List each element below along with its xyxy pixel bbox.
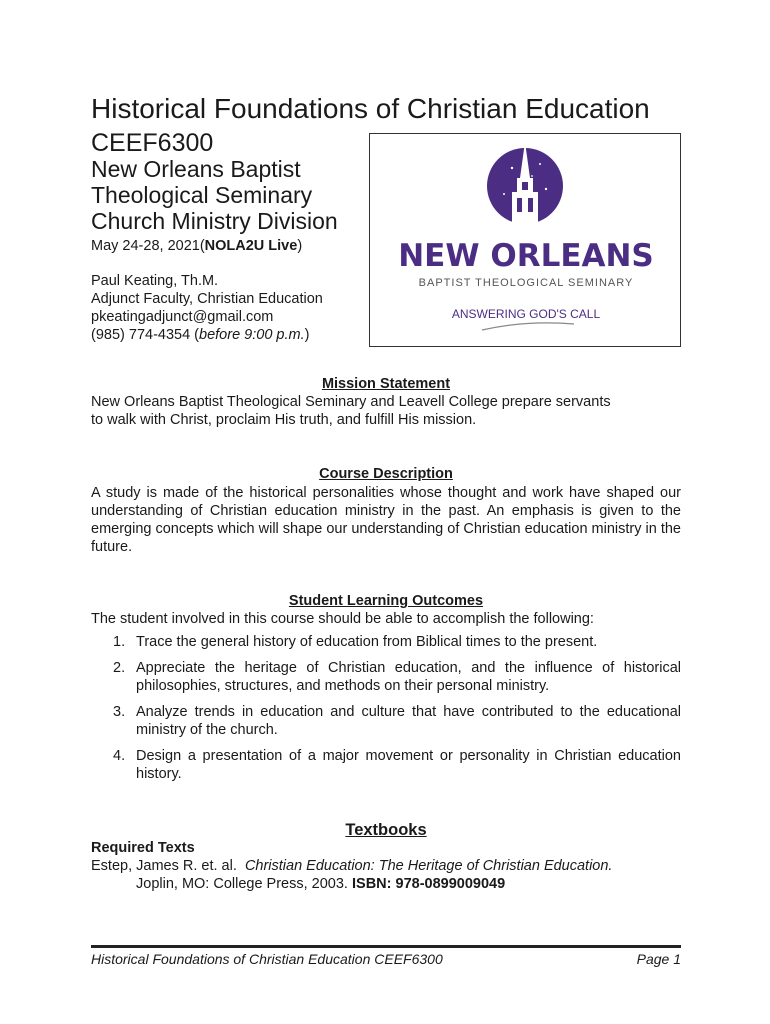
footer-course-title: Historical Foundations of Christian Education CEEF6300 <box>91 951 443 967</box>
textbook-title: Christian Education: The Heritage of Christian Education. <box>244 858 613 874</box>
instructor-phone: (985) 774-4354 (before 9:00 p.m.) <box>91 327 310 343</box>
textbooks-heading: Textbooks <box>345 821 427 839</box>
textbook-publication: Joplin, MO: College Press, 2003. ISBN: 978-0899009049 <box>136 876 506 892</box>
mission-text: New Orleans Baptist Theological Seminary and Leavell College prepare servants to walk with Christ, proclaim His truth, and fulfill His mission. <box>91 394 611 428</box>
course-code: CEEF6300 <box>91 129 214 157</box>
logo-graphic <box>370 134 682 348</box>
outcomes-list <box>91 633 681 791</box>
course-description-text: A study is made of the historical personalities whose thought and work have shaped our understanding of Christian education ministry in the past. An emphasis is given to the emerging concepts which will shape our understanding of Christian education ministry in the future. <box>91 485 681 555</box>
institution-block <box>91 156 338 234</box>
course-description-heading: Course Description <box>319 466 453 482</box>
course-format: NOLA2U Live <box>204 238 298 254</box>
required-texts-label: Required Texts <box>91 840 195 856</box>
logo-swoosh <box>482 323 574 330</box>
institution-line: Theological Seminary <box>91 182 313 208</box>
instructor-name: Paul Keating, Th.M. <box>91 273 219 289</box>
document-title: Historical Foundations of Christian Education <box>91 93 650 124</box>
mission-heading: Mission Statement <box>321 376 451 392</box>
page-number: Page 1 <box>636 951 681 967</box>
instructor-contact <box>91 272 323 344</box>
logo-subtitle: BAPTIST THEOLOGICAL SEMINARY <box>418 277 634 289</box>
logo-name: NEW ORLEANS <box>398 238 654 274</box>
list-item: 3. Analyze trends in education and culture that have contributed to the educational ministry of the church. <box>113 704 681 738</box>
institution-line: Church Ministry Division <box>91 208 338 234</box>
outcomes-heading: Student Learning Outcomes <box>288 593 484 609</box>
logo-tagline: ANSWERING GOD'S CALL <box>451 307 601 321</box>
instructor-email: pkeatingadjunct@gmail.com <box>91 309 274 325</box>
institution-line: New Orleans Baptist <box>91 156 301 182</box>
textbook-isbn: ISBN: 978-0899009049 <box>352 876 506 892</box>
list-item: 2. Appreciate the heritage of Christian education, and the influence of historical philosophies, structures, and methods on their personal ministry. <box>113 660 681 694</box>
list-item: 1. Trace the general history of education from Biblical times to the present. <box>113 634 598 650</box>
list-item: 4. Design a presentation of a major movement or personality in Christian education history. <box>113 748 681 782</box>
footer-divider <box>91 945 681 948</box>
chapel-steeple-icon <box>487 142 563 224</box>
seminary-logo <box>369 133 681 347</box>
textbook-reference: Estep, James R. et. al. Christian Education: The Heritage of Christian Education. <box>91 858 613 874</box>
outcomes-intro: The student involved in this course should be able to accomplish the following: <box>91 611 594 627</box>
course-dates: May 24-28, 2021(NOLA2U Live) <box>91 238 303 254</box>
instructor-role: Adjunct Faculty, Christian Education <box>91 291 323 307</box>
